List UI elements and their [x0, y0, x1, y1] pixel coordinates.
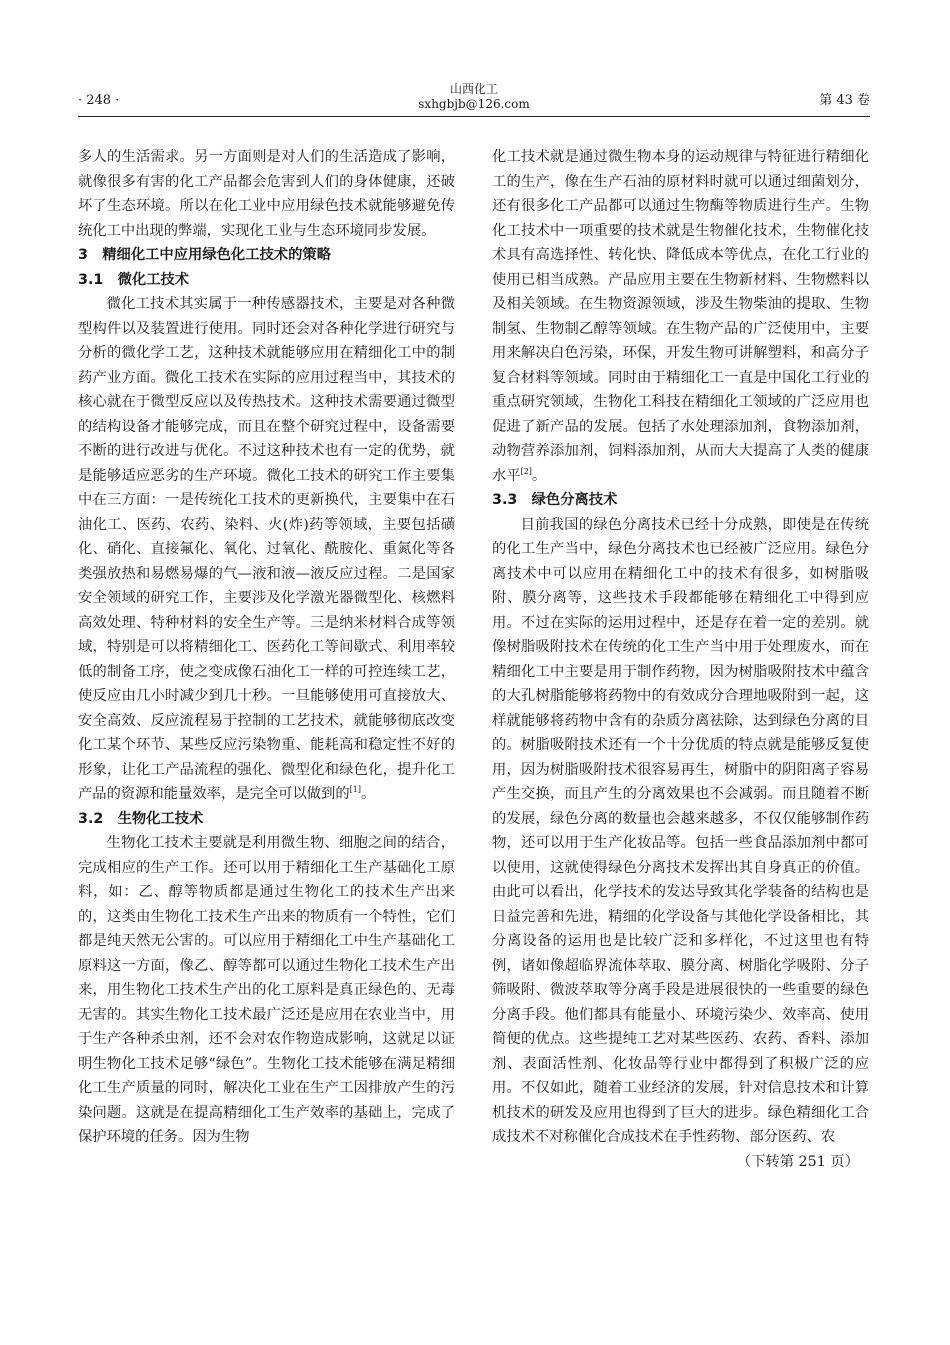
continued-note: （下转第 251 页） [736, 1153, 859, 1170]
section-3-1-title: 微化工技术 [117, 271, 190, 288]
section-3-2-title: 生物化工技术 [117, 810, 204, 827]
journal-name: 山西化工 [449, 82, 498, 96]
page-number: · 248 · [78, 93, 120, 108]
section-3-2-continued-text: 化工技术就是通过微生物本身的运动规律与特征进行精细化工的生产，像在生产石油的原材料时就可以通过细菌划分，还有很多化工产品都可以通过生物酶等物质进行生产。生物化工技术中一项重要的技术就是生物催化技术，生物催化技术具有高选择性、转化快、降低成本等优点，在化工行业的使用已相当成熟。产品应用主要在生物新材料、生物燃料以及相关领域。在生物资源领域，涉及生物柴油的提取、生物制氢、生物制乙醇等领域。在生物产品的广泛使用中，主要用来解决白色污染，环保，开发生物可讲解塑料，和高分子复合材料等领域。同时由于精细化工一直是中国化工行业的重点研究领域，生物化工科技在精细化工领域的广泛应用也促进了新产品的发展。包括了水处理添加剂，食物添加剂，动物营养添加剂，饲料添加剂，从而大大提高了人类的健康水平 [492, 149, 869, 484]
section-3-2-heading [78, 807, 455, 832]
section-3-2-continued-paragraph [492, 145, 869, 488]
section-3-1-heading [78, 268, 455, 293]
section-3-2-number: 3.2 [78, 810, 104, 827]
volume-number: 第 43 卷 [819, 93, 870, 108]
section-3-1-paragraph [78, 292, 455, 807]
journal-email: sxhgbjb@126.com [418, 97, 530, 111]
section-3-3-heading [492, 488, 869, 513]
intro-paragraph: 多人的生活需求。另一方面则是对人们的生活造成了影响，就像很多有害的化工产品都会危害到人们的身体健康，还破坏了生态环境。所以在化工业中应用绿色技术就能够避免传统化工中出现的弊端，实现化工业与生态环境同步发展。 [78, 149, 455, 239]
section-3-3-title: 绿色分离技术 [531, 492, 618, 508]
section-3-2-end: 。 [531, 467, 547, 484]
section-3-1-end: 。 [360, 786, 376, 802]
section-3-heading [78, 243, 455, 268]
right-column [492, 145, 869, 1174]
section-3-number: 3 [78, 247, 88, 263]
journal-info [78, 82, 870, 112]
left-column [78, 145, 455, 1150]
citation-1: [1] [349, 785, 361, 795]
section-3-3-paragraph: 目前我国的绿色分离技术已经十分成熟，即使是在传统的化工生产当中，绿色分离技术也已经被广泛应用。绿色分离技术中可以应用在精细化工中的技术有很多，如树脂吸附、膜分离等，这些技术手段都能够在精细化工中得到应用。不过在实际的运用过程中，还是存在着一定的差别。就像树脂吸附技术在传统的化工生产当中用于处理废水，而在精细化工中主要是用于制作药物，因为树脂吸附技术中蕴含的大孔树脂能够将药物中的有效成分合理地吸附到一起，这样就能够将药物中含有的杂质分离祛除，达到绿色分离的目的。树脂吸附技术还有一个十分优质的特点就是能够反复使用，因为树脂吸附技术很容易再生，树脂中的阴阳离子容易产生交换，而且产生的分离效果也不会减弱。而且随着不断的发展，绿色分离的数量也会越来越多，不仅仅能够制作药物，还可以用于生产化妆品等。包括一些食品添加剂中都可以使用，这就使得绿色分离技术发挥出其自身真正的价值。由此可以看出，化学技术的发达导致其化学装备的结构也是日益完善和先进，精细的化学设备与其他化学设备相比，其分离设备的运用也是比较广泛和多样化，不过这里也有特例，诸如像超临界流体萃取、膜分离、树脂化学吸附、分子筛吸附、微波萃取等分离手段是进展很快的一些重要的绿色分离手段。他们都具有能量小、环境污染少、效率高、使用简便的优点。这些提纯工艺对某些医药、农药、香料、添加剂、表面活性剂、化妆品等行业中都得到了积极广泛的应用。不仅如此，随着工业经济的发展，针对信息技术和计算机技术的研发及应用也得到了巨大的进步。绿色精细化工合成技术不对称催化合成技术在手性药物、部分医药、农 [492, 516, 869, 1145]
citation-2: [2] [520, 466, 532, 476]
section-3-1-text: 微化工技术其实属于一种传感器技术，主要是对各种微型构件以及装置进行使用。同时还会对各种化学进行研究与分析的微化学工艺，这种技术就能够应用在精细化工中的制药产业方面。微化工技术在实际的应用过程当中，其技术的核心就在于微型反应以及传热技术。这种技术需要通过微型的结构设备才能够完成，而且在整个研究过程中，设备需要不断的进行改进与优化。不过这种技术也有一定的优势，就是能够适应恶劣的生产环境。微化工技术的研究工作主要集中在三方面：一是传统化工技术的更新换代，主要集中在石油化工、医药、农药、染料、火(炸)药等领域，主要包括磺化、硝化、直接氟化、氧化、过氧化、酰胺化、重氮化等各类强放热和易燃易爆的气—液和液—液反应过程。二是国家安全领域的研究工作，主要涉及化学激光器微型化、核燃料高效处理、特种材料的安全生产等。三是纳米材料合成等领域，特别是可以将精细化工、医药化工等间歇式、利用率较低的制备工序，使之变成像石油化工一样的可控连续工艺，使反应由几小时减少到几十秒。一旦能够使用可直接放大、安全高效、反应流程易于控制的工艺技术，就能够彻底改变化工某个环节、某些反应污染物重、能耗高和稳定性不好的形象，让化工产品流程的强化、微型化和绿色化，提升化工产品的资源和能量效率，是完全可以做到的 [78, 296, 455, 802]
section-3-2-paragraph: 生物化工技术主要就是利用微生物、细胞之间的结合，完成相应的生产工作。还可以用于精细化工生产基础化工原料，如：乙、醇等物质都是通过生物化工的技术生产出来的，这类由生物化工技术生产出来的物质有一个特性，它们都是纯天然无公害的。可以应用于精细化工中生产基础化工原料这一方面，像乙、醇等都可以通过生物化工技术生产出来，用生物化工技术生产出的化工原料是真正绿色的、无毒无害的。其实生物化工技术最广泛还是应用在农业当中，用于生产各种杀虫剂，还不会对农作物造成影响，这就足以证明生物化工技术足够“绿色”。生物化工技术能够在满足精细化工生产质量的同时，解决化工业在生产工因排放产生的污染问题。这就是在提高精细化工生产效率的基础上，完成了保护环境的任务。因为生物 [78, 835, 455, 1145]
section-3-3-number: 3.3 [492, 492, 518, 508]
section-3-title: 精细化工中应用绿色化工技术的策略 [102, 247, 331, 263]
section-3-1-number: 3.1 [78, 271, 104, 288]
page-header [78, 82, 870, 117]
